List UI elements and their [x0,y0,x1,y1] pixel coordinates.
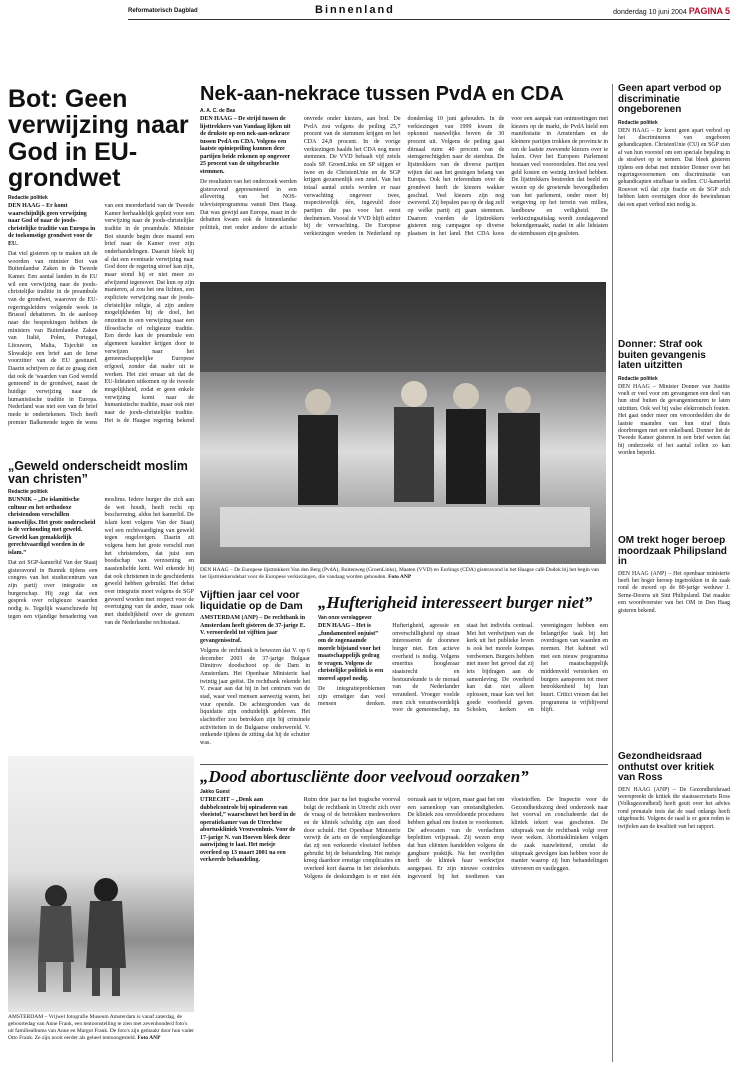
photo-anne-frank [8,756,194,1012]
credit-photo1: Foto ANP [388,573,412,580]
date-page [613,6,730,16]
sidebar-item-discriminatie [618,84,730,334]
photo-lijsttrekkers [200,282,606,564]
article-bot [8,86,194,444]
sidebar-item-gezondheidsraad [618,752,730,1062]
article-moslim-text [8,497,194,735]
photo-children-icon [8,756,194,1012]
byline-abortus: Jakko Guest [200,789,230,795]
headline-burger: „Hufterigheid interesseert burger niet” [318,594,593,612]
photo-figures-icon [200,282,606,564]
section-name: Binnenland [315,4,395,16]
byline-moslim: Redactie politiek [8,489,48,495]
sidebar-body-discriminatie: DEN HAAG – Er komt geen apart verbod op het discrimineren van ongeboren gehandicapten. ChristenUnie (CU) en SGP zien af van hun voorstel om een speciale bepaling in de strafwet op te nemen. Dat bleek gisteren tijdens een debat met minister Donner over het regeringsvoornemen om discriminatie van gehandicapten strafbaar te stellen. CU-kamerlid Rouvoet wil dat zijn fractie en de SGP zich hebben laten overtuigen door de bewindsman dat een apart verbod niet nodig is. [618,127,730,208]
body-dam: Volgens de rechtbank is bewezen dat V. op 6 december 2003 de 37-jarige Bulgaar Dimitrov doodschoot op de Dam in Amsterdam. Het Openbaar Ministerie had twintig jaar geëist. De rechtbank rekende het V. zwaar aan dat hij in het centrum van de stad, waar veel mensen aanwezig waren, het vuur opende. De achtergronden van de liquidatie zijn onduidelijk gebleven. Het slachtoffer zou betrokken zijn bij criminele activiteiten in de Bulgaarse onderwereld. V. ontkende tijdens de zitting dat hij de schutter was. [200,648,310,747]
headline-dam: Vijftien jaar cel voor liquidatie op de Dam [200,590,303,612]
masthead-rule [128,19,730,20]
paper-name: Reformatorisch Dagblad [128,8,198,14]
body-cda: De resultaten van het onderzoek werden gisteravond gepresenteerd in een aflevering van het NOS-televisieprogramma vanuit Den Haag. Dat was gewijd aan Europa, maar in de debatten kwam ook de binnenlandse politiek, met onder andere de actuele onvrede onder kiezers, aan bod. De PvdA zou volgens de peiling 25,7 procent van de stemmen krijgen en het CDA 24,8 procent. In de vorige verkiezingen haalde het CDA nog meer stemmen. De VVD behaalt vijf zetels zoals SP. GroenLinks en SP stijgen er twee en de ChristenUnie en de SGP krijgen gezamenlijk een zetel. Van het totaal aantal zetels worden er naar verwachting ongeveer twee, respectievelijk één, ingevuld door partijen die pas voor het eerst deelnemen. Vooral de VVD blijft achter bij de verwachting. De Europese verkiezingen worden in Nederland op donderdag 10 juni gehouden. In de verkiezingen van 1999 kwam de opkomst nauwelijks boven de 30 procent uit. Volgens de peiling gaat ditmaal ruim 40 procent van de stemgerechtigden naar de stembus. De lijsttrekkers van de diverse partijen wijten dat aan het gestegen belang van Europa. Ook het referendum over de grondwet heeft de kiezers wakker geschud. Veel kiezers zijn nog zwevend. Zij bepalen pas op de dag zelf op welke partij zij gaan stemmen. Daarom voerden de lijsttrekkers gisteren nog campagne op diverse plaatsen in het land. Het CDA koos voor een aanpak van ontmoetingen met kiezers op de markt, de PvdA hield een manifestatie in Amsterdam en de kleinere partijen trokken de provincie in om de laatste zwevende kiezers over te halen. Over het Europees Parlement bestaan veel vooroordelen. Het zou veel geld kosten en weinig invloed hebben. De lijsttrekkers bestreden dat beeld en wezen op de groeiende bevoegdheden van het parlement, onder meer bij wetgeving op het terrein van milieu, landbouw en veiligheid. De verkiezingsuitslag wordt zondagavond bekendgemaakt, nadat in alle lidstaten de stembussen zijn gesloten. [200,116,608,238]
byline-burger: Van onze verslaggever [318,615,372,621]
caption-photo1 [200,567,606,581]
issue-date: donderdag 10 juni 2004 [613,9,687,16]
headline-bot: Bot: Geen verwijzing naar God in EU-grondwet [8,86,189,192]
credit-photo2: Foto ANP [137,1034,161,1041]
caption-photo2 [8,1014,194,1042]
lead-bot: DEN HAAG – Er komt waarschijnlijk geen verwijzing naar God of naar de joods-christelijke traditie van Europa in de toekomstige grondwet voor de EU. [8,203,96,247]
sidebar-title-donner: Donner: Straf ook buiten gevangenis laten uitzitten [618,340,706,371]
article-moslim [8,460,194,750]
article-abortus-text [200,797,608,1057]
sidebar-title-discriminatie: Geen apart verbod op discriminatie ongeborenen [618,84,722,115]
page-number: 5 [724,6,730,16]
lead-moslim: BUNNIK – „De islamitische cultuur en het orthodoxe christendom verschillen nauwelijks. Het grote onderscheid is de verhouding met geweld. Geweld kan gemakkelijk gerechtvaardigd worden in de islam.” [8,497,96,556]
byline-bot: Redactie politiek [8,195,48,201]
byline-cda: A. A. C. de Bas [200,108,236,114]
sidebar-byline-discriminatie: Redactie politiek [618,119,658,126]
caption-photo1-text: DEN HAAG – De Europese lijsttrekkers Van den Berg (PvdA), Buitenweg (GroenLinks), Maaten (VVD) en Eurlings (CDA) gisteravond in het Haagse café Dudok bij het begin van het lijsttrekkersdebat voor de Europese verkiezingen, die vandaag worden gehouden. [200,567,600,580]
masthead [0,0,738,22]
body-burger: De integratieproblemen zijn ernstiger dan veel mensen denken. Hufterigheid, agressie en onverschilligheid op straat interesseren de doorsnee burger niet. Een actieve overheid is nodig. Volgens emeritus hoogleraar staatsrecht en bestuurskunde is de moraal van de Nederlander veranderd. Vroeger voelde men zich verantwoordelijk voor de gemeenschap, nu staat het individu centraal. Met het verdwijnen van de kerk uit het publieke leven is ook het morele kompas verdwenen. Burgers hebben niet meer het gevoel dat zij iets bijdragen aan de samenleving. De overheid kan dat niet alleen oplossen, maar kan wel het goede voorbeeld geven. Scholen, kerken en verenigingen hebben een belangrijke taak bij het overdragen van waarden en normen. Het kabinet wil met een nieuw programma het maatschappelijk middenveld versterken en burgers aansporen tot meer betrokkenheid bij hun buurt. Critici vrezen dat het programma te vrijblijvend blijft. [318,623,608,714]
headline-cda: Nek-aan-nekrace tussen PvdA en CDA [200,84,564,105]
article-burger-text [318,623,608,753]
article-cda-text [200,116,608,266]
headline-moslim: „Geweld onderscheidt moslim van christen” [8,460,188,486]
body-bot: Dat viel gisteren op te maken uit de woorden van minister Bot van Buitenlandse Zaken in de Tweede Kamer. Een aantal landen in de EU wil een verwijzing naar de joods-christelijke traditie in de preambule van de grondwet, waarover de EU-regeringsleiders volgende week in Brussel debatteren. In de aanloop naar die besprekingen hebben de ministers van Buitenlandse Zaken van Italië, Polen, Portugal, Litouwen, Malta, Tsjechië en Slowakije een brief aan de Ierse voorzitter van de EU gestuurd. Daarin schrijven ze dat ze graag zien dat ook de 'waarden van God wereld gemeend' in de grondwet, naast de huidige verwijzing naar de humanistische traditie in Europa. Nederland was niet een van de brief mede te ondertekenen. Toch heeft premier Balkenende tegen de wens van een meerderheid van de Tweede Kamer herhaaldelijk gepleit voor een verwijzing naar de joods-christelijke traditie in de preambule. Minister Bot stuurde begin deze maand een brief naar de Kamer over zijn onderhandelingen. Daaruit bleek hij al dat een eventuele verwijzing naar God door de regering stroef kan zijn, maar stond hij er niet meer zo afwijzend tegenover. Dat kun op zijn manieren, al zou het ons lichten, een expliciete verwijzing naar de joods-christelijke religie, al zijn andere mogelijkheden bij de doel, het omzetten in een verwijzing naar een filosofische of religieuze traditie. Een derde kan de preambule een algemeen karakter krijgen door te verwijzen naar het gemeenschappelijke Europese erfgoed, zonder dat nader uit te werken. Het ziet ernaar uit dat de EU-lidstaten uitkomen op de tweede mogelijkheid, zodat er geen enkele verwijzing komt naar de humanistische traditie, maar ook niet naar de joods-christelijke traditie. Het is de Haagse regering bekend [8,203,194,426]
sidebar-title-gezondheidsraad: Gezondheidsraad onthutst over kritiek van Ross [618,752,715,783]
article-burger [318,594,608,758]
body-abortus: Ruim drie jaar na het tragische voorval bulgt de rechtbank in Utrecht zich over de vraag of de betrokken medewerkers en de kliniek schuldig zijn aan dood door schuld. Het Openbaar Ministerie verwijt de arts en de verpleegkundige dat zij een verkeerde vloeistof hebben gebruikt bij de behandeling. Het meisje kreeg daardoor ernstige complicaties en overleed kort daarna in het ziekenhuis. Volgens de deskundigen is er niet één oorzaak aan te wijzen, maar gaat het om een samenloop van omstandigheden. De kliniek zou onvoldoende procedures hebben gehad om fouten te voorkomen. De advocaten van de verdachten bepleitten vrijspraak. Zij wezen erop dat hun cliënten handelden volgens de gangbare praktijk. Na het overlijden heeft de kliniek haar werkwijze aangepast. Er zijn nieuwe controles ingevoerd bij het toedienen van vloeistoffen. De Inspectie voor de Gezondheidszorg deed onderzoek naar het voorval en concludeerde dat de kliniek tekort was geschoten. De uitspraak van de rechtbank volgt over twee weken. Abortusklinieken volgen de zaak nauwlettend, omdat de uitspraak gevolgen kan hebben voor de manier waarop zij hun behandelingen uitvoeren en vastleggen. [303,797,608,880]
sidebar-body-om: DEN HAAG (ANP) – Het openbaar ministerie heeft het hoger beroep ingetrokken in de zaak rond de moord op de 80-jarige weduwe J. Serne-Doorns uit Sint Philipsland. Dat maakte een woordvoerster van het OM in Den Haag gisteren bekend. [618,570,730,614]
article-bot-text [8,203,194,429]
section-rule [200,764,608,765]
caption-photo2-text: AMSTERDAM – Vrijwel fotografie Museum Amsterdam is vanaf zaterdag, de geboortedag van Anne Frank, een tentoonstelling te zien met zevenhonderd foto's uit familiealbums van Anne en Margot Frank. De foto's zijn gemaakt door hun vader Otto Frank. Ze zijn nooit eerder als geheel tentoongesteld. [8,1014,195,1041]
lead-cda: DEN HAAG – De strijd tussen de lijsttrekkers van Vandaag lijken uit de drukste op een nek-aan-nekrace tussen PvdA en CDA. Volgens een laatste opiniepeiling kunnen deze partijen beide rekenen op ongeveer 25 procent van de uitgebrachte stemmen. [200,116,291,175]
page-label: PAGINA [688,6,724,16]
headline-abortus: „Dood abortuscliënte door veelvoud oorzaken” [200,768,529,786]
sidebar-divider [612,84,613,1062]
sidebar-body-donner: DEN HAAG – Minister Donner van Justitie voelt er veel voor om gevangenen een deel van hun straf buiten de gevangenismuren te laten uitzitten. Ook wel bij valse elektronisch fouten. Het gaat onder meer om veroordeelden die de laatste maanden van hun straf thuis doorbrengen met een enkelband. Donner liet de Tweede Kamer gisteren in een brief weten dat hij onderzoekt of het aantal cellen zo kan worden beperkt. [618,383,730,457]
body-moslim: Dat zei SGP-kamerlid Van der Staaij gisteravond in Bunnik tijdens een congres van het studiecentrum van zijn partij over integratie en burgerschap. Hij zegt dat een gesprek over religieuze waarden nodig is. Tegelijk waarschuwde hij tegen een vijandige benadering van moslims. Iedere burger die zich aan de wet houdt, heeft recht op bescherming, aldus het kamerlid. De islam kent volgens Van der Staaij wel een rechtvaardiging van geweld tegen ongelovigen. Daarin zit volgens hem het grote verschil met het christendom, dat juist een boodschap van verzoening en naastenliefde kent. Wel erkende hij dat ook christenen in de geschiedenis geweld hebben gebruikt. Het debat over integratie moet volgens de SGP gevoerd worden met respect voor de overtuiging van de ander, maar ook met duidelijkheid over de grenzen van de Nederlandse rechtsstaat. [8,497,194,626]
article-abortus [200,768,608,1060]
sidebar-body-gezondheidsraad: DEN HAAG (ANP) – De Gezondheidsraad weerspreekt de kritiek die staatssecretaris Ross (Volksgezondheid) heeft geuit over het advies rond prenatale tests dat de raad onlangs heeft uitgebracht. Volgens de raad is er geen reden te twijfelen aan de kwaliteit van het rapport. [618,786,730,830]
lead-dam: AMSTERDAM (ANP) – De rechtbank in Amsterdam heeft gisteren de 37-jarige E. V. veroordeeld tot vijftien jaar gevangenisstraf. [200,615,306,644]
article-dam [200,590,310,760]
sidebar-item-om [618,536,730,746]
sidebar-byline-donner: Redactie politiek [618,375,658,382]
sidebar-title-om: OM trekt hoger beroep moordzaak Philipsland in [618,536,727,567]
lead-burger: DEN HAAG – Het is „fundamenteel onjuist” om de zogenaamde morele bijstand voor het maatschappelijk gedrag te vragen. Volgens de christelijke politiek is een moreel appel nodig. [318,623,384,682]
lead-abortus: UTRECHT – „Denk aan dubbelcontrole bij opiraderen van vloeistof,” waarschuwt het bord in de operatiekamer van de Utrechtse abortuskliniek Vrouwenhuis. Voor de 17-jarige N. van Hoeven bleek deze aanwijzing te laat. Het meisje overleed op 13 maart 2001 na een verkeerde behandeling. [200,797,296,863]
article-cda [200,84,608,274]
sidebar-item-donner [618,340,730,530]
